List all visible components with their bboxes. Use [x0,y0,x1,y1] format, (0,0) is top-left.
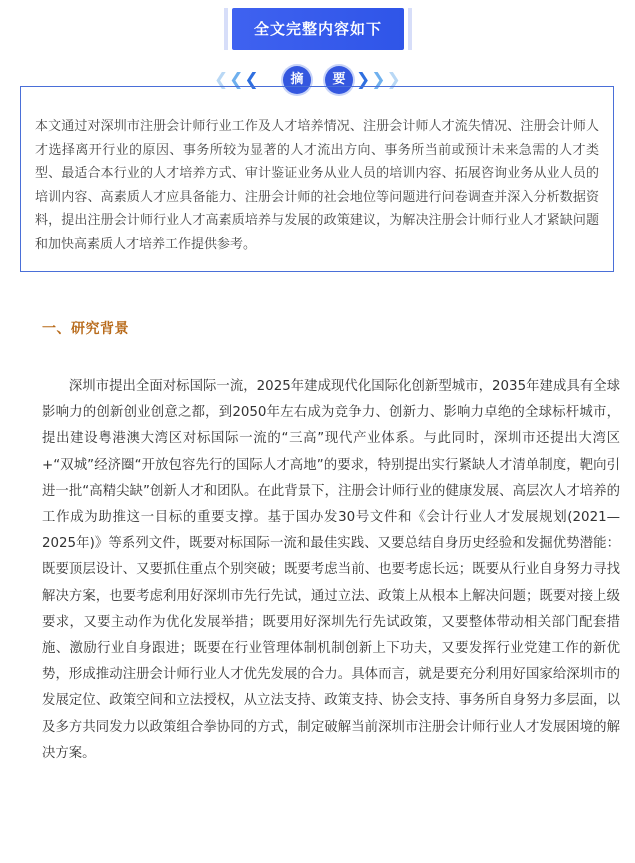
title-banner-area [0,6,635,52]
section-title: 一、研究背景 [42,321,129,337]
abstract-label-circle-1: 摘 [283,66,311,94]
abstract-label-circle-2: 要 [325,66,353,94]
abstract-box [20,86,614,272]
chevron-left-icon: ❮ [229,70,244,90]
abstract-text: 本文通过对深圳市注册会计师行业工作及人才培养情况、注册会计师人才流失情况、注册会计师人才选择离开行业的原因、事务所较为显著的人才流出方向、事务所当前或预计未来急需的人才类型、最适合本行业的人才培养方式、审计鉴证业务从业人员的培训内容、拓展咨询业务从业人员的培训内容、高素质人才应具备能力、注册会计师的社会地位等问题进行问卷调查并深入分析数据资料，提出注册会计师行业人才高素质培养与发展的政策建议，为解决注册会计师行业人才紧缺问题和加快高素质人才培养工作提供参考。 [35,119,599,252]
chevron-right-icon: ❯ [371,70,386,90]
chevron-left-icon: ❮ [244,70,259,90]
chevron-right-icon: ❯ [356,70,371,90]
title-banner: 全文完整内容如下 [232,8,404,50]
chevron-right-icon: ❯ [386,70,401,90]
chevron-left-icon: ❮ [214,70,229,90]
body-paragraph: 深圳市提出全面对标国际一流，2025年建成现代化国际化创新型城市，2035年建成具有全球影响力的创新创业创意之都，到2050年左右成为竞争力、创新力、影响力卓绝的全球标杆城市，提出建设粤港澳大湾区对标国际一流的“三高”现代产业体系。与此同时，深圳市还提出大湾区+“双城”经济圈“开放包容先行的国际人才高地”的要求，特别提出实行紧缺人才清单制度，靶向引进一批“高精尖缺”创新人才和团队。在此背景下，注册会计师行业的健康发展、高层次人才培养的工作成为助推这一目标的重要支撑。基于国办发30号文件和《会计行业人才发展规划(2021—2025年)》等系列文件，既要对标国际一流和最佳实践、又要总结自身历史经验和发掘优势潜能：既要顶层设计、又要抓住重点个别突破；既要考虑当前、也要考虑长远；既要从行业自身努力寻找解决方案，也要考虑利用好深圳市先行先试，通过立法、政策上从根本上解决问题；既要对接上级要求，又要主动作为优化发展举措；既要用好深圳先行先试政策，又要整体带动相关部门配套措施、激励行业自身跟进；既要在行业管理体制机制创新上下功夫，又要发挥行业党建工作的新优势，形成推动注册会计师行业人才优先发展的合力。具体而言，就是要充分利用好国家给深圳市的发展定位、政策空间和立法授权，从立法支持、政策支持、协会支持、事务所自身努力多层面，以及多方共同发力以政策组合拳协同的方式，制定破解当前深圳市注册会计师行业人才发展困境的解决方案。 [42,379,620,761]
